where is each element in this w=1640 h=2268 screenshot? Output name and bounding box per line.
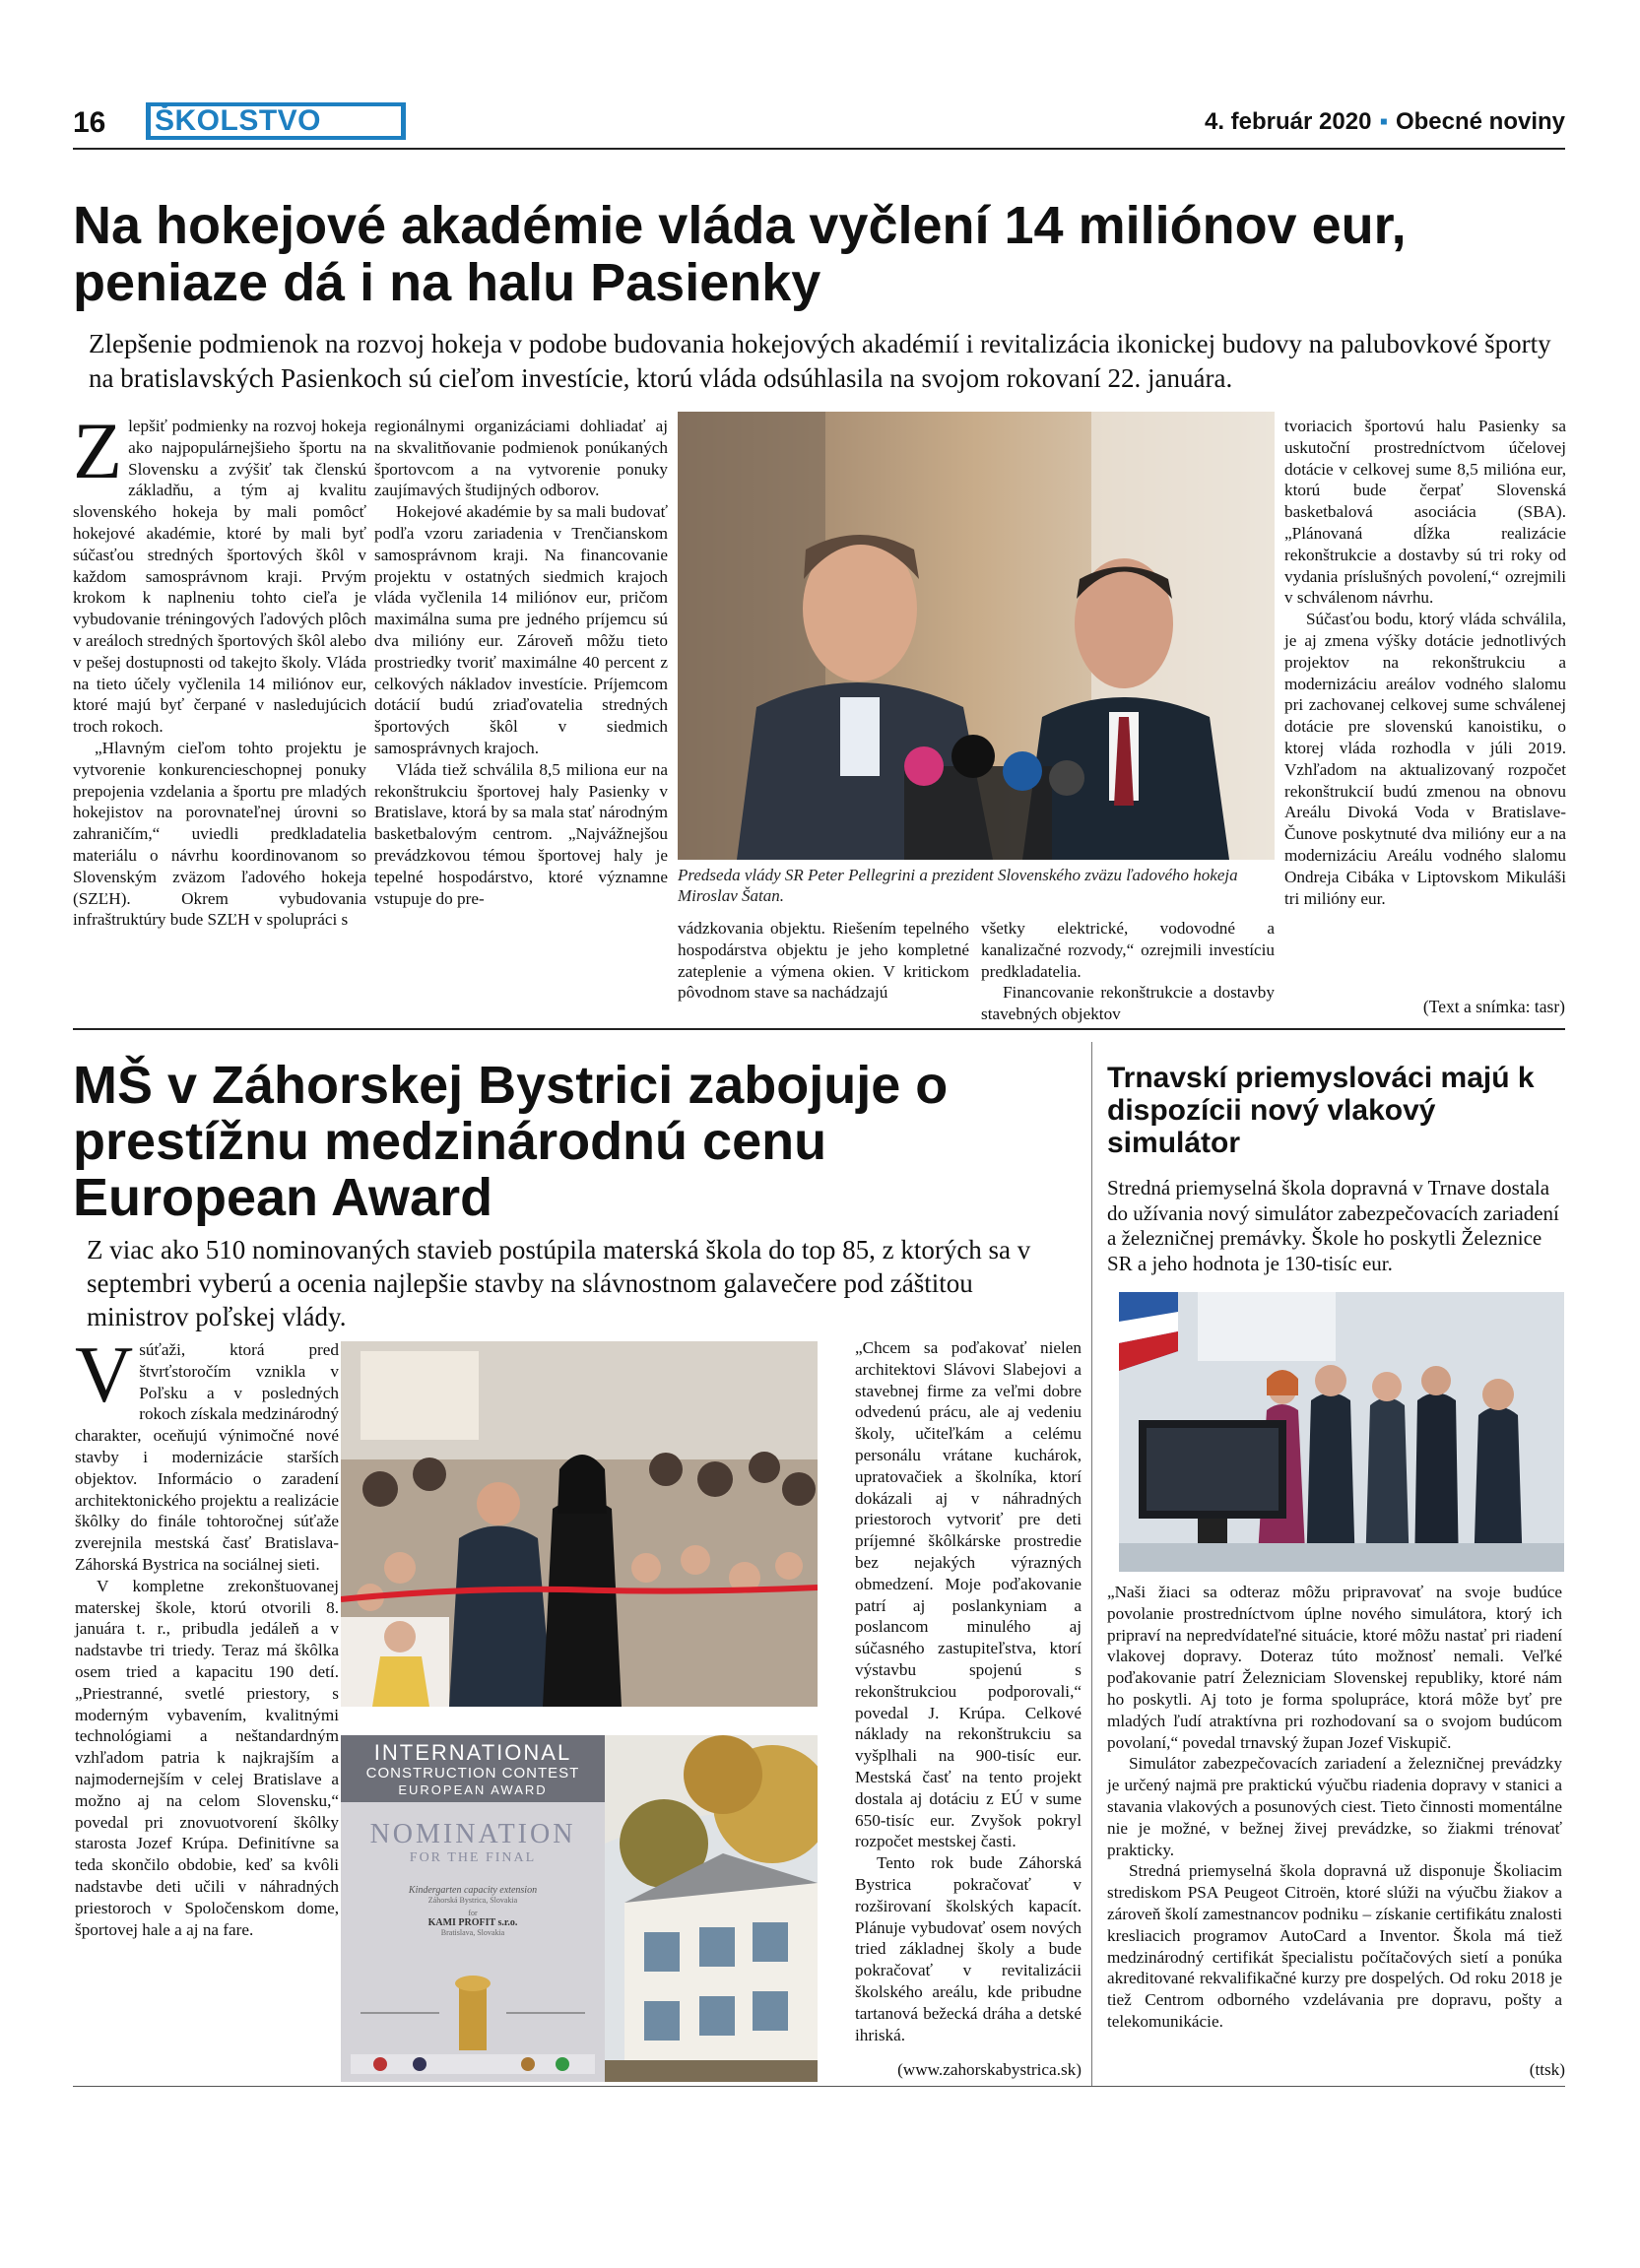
separator-dot: ▪ [1379, 108, 1388, 135]
article3-paragraph: „Naši žiaci sa odteraz môžu pripravovať na svoje budúce povolanie prostredníctvom úplne nového simulátora, ktorý ich pripraví na nepredvídateľné situácie, ktoré môžu nastať pri riadení vlakovej dopravy. Doteraz túto možnosť nemali. Veľké poďakovanie patrí Železniciam Slovenskej republiky, ktoré nám ho poskytli. Aj toto je forma spolupráce, ktorá môže byť pre mladých ľudí atraktívna pri rozhodovaní sa o svojom budúcom povolaní,“ povedal trnavský župan Jozef Viskupič. [1107, 1583, 1562, 1752]
article3-paragraph: Simulátor zabezpečovacích zariadení a železničnej prevádzky je určený najmä pre praktickú výučbu riadenia dopravy v stanici a stavania vlakových a posunových ciest. Tieto činnosti momentálne nie je možné, v bežnej živej prevádzke, so žiakmi trénovať prakticky. [1107, 1754, 1562, 1859]
poster-footer-graphic [341, 1974, 605, 2082]
article2-paragraph: „Chcem sa poďakovať nielen architektovi Slávovi Slabejovi a stavebnej firme za veľmi dobre odvedenú prácu, ale aj vedeniu školy, učiteľkám a celému personálu vrátane kuchárok, upratovačiek a školníka, ktorí dokázali aj v náhradných priestoroch vytvoriť pre deti príjemné škôlkárske prostredie bez nejakých výrazných obmedzení. Moje poďakovanie patrí aj poslankyniam a poslancom minulého aj súčasného zastupiteľstva, ktorí výstavbu spojenú s rekonštrukciou podporovali,“ povedal J. Krúpa. Celkové náklady na rekonštrukciu sa vyšplhali na 900-tisíc eur. Mestská časť na tento projekt dostala aj dotáciu z EÚ v sume 650-tisíc eur. Zvyšok pokryl rozpočet mestskej časti. [855, 1338, 1082, 1851]
article1-photo-caption: Predseda vlády SR Peter Pellegrini a prezident Slovenského zväzu ľadového hokeja Miroslav Šatan. [678, 866, 1238, 905]
section-badge [146, 102, 406, 140]
kindergarten-building-photo [605, 1735, 818, 2082]
page-header [73, 102, 1565, 146]
article1-column-2 [374, 416, 668, 909]
poster-line: CONSTRUCTION CONTEST [365, 1765, 580, 1782]
article2-credit: (www.zahorskabystrica.sk) [897, 2060, 1082, 2079]
article1-paragraph: tvoriacich športovú halu Pasienky sa uskutoční prostredníctvom účelovej dotácie v celkovej sume 8,5 milióna eur, ktorú bude čerpať Slovenská basketbalová asociácia (SBA). „Plánovaná dĺžka realizácie rekonštrukcie a dostavby sú tri roky od vydania príslušných povolení,“ ozrejmili v schválenom návrhu. [1284, 417, 1566, 608]
header-divider [73, 148, 1565, 150]
article1-column-3 [678, 918, 969, 1004]
article1-credit: (Text a snímka: tasr) [1422, 997, 1565, 1016]
article2-column-3 [855, 1337, 1082, 2045]
article1-column-1 [73, 406, 366, 931]
award-nomination-poster [341, 1735, 605, 2082]
article1-paragraph: Hokejové akadémie by sa mali budovať podľa vzoru zariadenia v Trenčianskom samosprávnom kraji. Na financovanie projektu v ostatných siedmich krajoch vláda vyčlenila 14 miliónov eur, pričom maximálna suma pre jedného príjemcu sú dva milióny eur. Zároveň môžu tieto prostriedky tvoriť maximálne 40 percent z celkových nákladov investície. Príjemcom dotácií budú zriaďovatelia stredných športových škôl v siedmich samosprávnych krajoch. [374, 502, 668, 757]
article3-simulator-photo [1119, 1292, 1564, 1572]
article1-paragraph: Financovanie rekonštrukcie a dostavby stavebných objektov [981, 983, 1275, 1024]
article1-paragraph: lepšiť podmienky na rozvoj hokeja ako najpopulárnejšieho športu na Slovensku a zvýšiť tak členskú základňu, a tým aj kvalitu slovenského hokeja by mali pomôcť hokejové akadémie, ktoré by mali byť súčasťou stredných športových škôl v každom samosprávnom kraji. Prvým krokom k naplneniu tohto cieľa je vybudovanie tréningových ľadových plôch v areáloch stredných športových škôl alebo v pešej dostupnosti od takejto školy. Vláda na tieto účely vyčlenila 14 miliónov eur, ktoré majú byť čerpané v nasledujúcich troch rokoch. [73, 417, 366, 737]
article1-photo [678, 412, 1275, 860]
article1-headline: Na hokejové akadémie vláda vyčlení 14 miliónov eur, peniaze dá i na halu Pasienky [73, 196, 1407, 312]
article3-paragraph: Stredná priemyselná škola dopravná už disponuje Školiacim strediskom PSA Peugeot Citroën, ktoré slúži na výučbu žiakov a zároveň školí zamestnancov podniku – získanie certifikátu znalosti kresliacich programov AutoCard a Inventor. Škola má tiež medzinárodný certifikát špecialistu počítačových sietí a ponúka akreditované rekvalifikačné kurzy pre dospelých. Od roku 2018 je tiež Centrom odborného vzdelávania pre dopravu, pošty a telekomunikácie. [1107, 1861, 1562, 2031]
dropcap: V [75, 1329, 134, 1419]
footer-divider [73, 2086, 1565, 2087]
article1-paragraph: vádzkovania objektu. Riešením tepelného hospodárstva objektu je jeho kompletné zateplenie a výmena okien. V kritickom pôvodnom stave sa nachádzajú [678, 919, 969, 1003]
article3-headline: Trnavskí priemyslováci majú k dispozícii nový vlakový simulátor [1107, 1062, 1535, 1159]
poster-line: Záhorská Bystrica, Slovakia [427, 1896, 518, 1905]
dropcap: Z [73, 406, 123, 495]
article2-headline: MŠ v Záhorskej Bystrici zabojuje o prestížnu medzinárodnú cenu European Award [73, 1056, 949, 1227]
section-divider [73, 1028, 1565, 1030]
article3-body [1107, 1582, 1562, 2033]
article1-lead: Zlepšenie podmienok na rozvoj hokeja v podobe budovania hokejových akadémií i revitalizácia ikonickej budovy na palubovkové športy na bratislavských Pasienkoch sú cieľom investície, ktorú vláda odsúhlasila na svojom rokovaní 22. januára. [89, 329, 1551, 393]
article2-lead: Z viac ako 510 nominovaných stavieb postúpila materská škola do top 85, z ktorých sa v septembri vyberú a ocenia najlepšie stavby na slávnostnom galavečere pod záštitou ministrov poľskej vlády. [87, 1235, 1031, 1331]
article3-lead: Stredná priemyselná škola dopravná v Trnave dostala do užívania nový simulátor zabezpečovacích zariadení a železničnej premávky. Škole ho poskytli Železnice SR a jeho hodnota je 130-tisíc eur. [1107, 1176, 1559, 1275]
publication-name: Obecné noviny [1395, 108, 1565, 135]
article2-paragraph: súťaži, ktorá pred štvrťstoročím vznikla v Poľsku a v posledných rokoch získala medzinárodný charakter, oceňujú výnimočné nové stavby i modernizácie starších objektov. Informácio o zaradení architektonického projektu a realizácie škôlky do finále tohtoročnej súťaže zverejnila mestská časť Bratislava-Záhorská Bystrica na sociálnej sieti. [75, 1340, 339, 1574]
poster-line: FOR THE FINAL [409, 1850, 537, 1865]
masthead [1205, 108, 1565, 136]
column-divider [1091, 1042, 1092, 2086]
article3-credit: (ttsk) [1529, 2060, 1565, 2079]
page-number: 16 [73, 106, 106, 139]
article2-paragraph: Tento rok bude Záhorská Bystrica pokračovať v rozširovaní školských kapacít. Plánuje vybudovať osem nových tried základnej školy a bude pokračovať v revitalizácii školského areálu, kde pribudne tartanová bežecká dráha a detské ihriská. [855, 1853, 1082, 2044]
article1-paragraph: regionálnymi organizáciami dohliadať aj na skvalitňovanie podmienok ponúkaných športovcom a na vytvorenie ponuky zaujímavých študijných odborov. [374, 417, 668, 500]
poster-line: EUROPEAN AWARD [398, 1782, 548, 1797]
poster-line: NOMINATION [369, 1819, 576, 1849]
poster-line: Kindergarten capacity extension [408, 1885, 538, 1896]
article2-paragraph: V kompletne zrekonštuovanej materskej škole, ktorú otvorili 8. januára t. r., pribudla jedáleň a v nadstavbe tri triedy. Teraz má škôlka osem tried a kapacitu 190 detí. „Priestranné, svetlé priestory, s moderným vybavením, kvalitnými technológiami a neštandardným vzhľadom patria k najkrajším a najmodernejším v celej Bratislave a možno aj na celom Slovensku,“ povedal pri znovuotvorení škôlky starosta Jozef Krúpa. Definitívne sa teda skončilo obdobie, keď sa kvôli nadstavbe deti učili v náhradných priestoroch v Spoločenskom dome, športovej hale a aj na fare. [75, 1576, 339, 1939]
article1-paragraph: Súčasťou bodu, ktorý vláda schválila, je aj zmena výšky dotácie jednotlivých projektov na rekonštrukciu a modernizáciu areálov vodného slalomu pri zachovanej celkovej sume schválenej dotácie pre slovenskú kanoistiku, o ktorej vláda rozhodla v júli 2019. Vzhľadom na aktualizovaný rozpočet rekonštrukcií budú zmenou na obnovu Areálu Divoká Voda v Bratislave-Čunove poskytnuté dva milióny eur a na modernizáciu Areálu vodného slalomu Ondreja Cibáka v Liptovskom Mikuláši tri milióny eur. [1284, 610, 1566, 908]
article2-column-1 [75, 1329, 339, 1940]
article1-column-4 [981, 918, 1275, 1025]
poster-line: INTERNATIONAL [373, 1740, 572, 1765]
poster-line: KAMI PROFIT s.r.o. [427, 1917, 518, 1928]
article1-paragraph: všetky elektrické, vodovodné a kanalizačné rozvody,“ ozrejmili investíciu predkladatelia. [981, 919, 1275, 981]
section-label: ŠKOLSTVO [151, 106, 401, 136]
article2-ribbon-photo [341, 1341, 818, 1707]
issue-date: 4. február 2020 [1205, 108, 1372, 135]
poster-line: for [468, 1909, 478, 1917]
article1-paragraph: „Hlavným cieľom tohto projektu je vytvorenie konkurencieschopnej ponuky prepojenia vzdelania a športu pre mladých hokejistov na porovnateľnej úrovni so zahraničím,“ uviedli predkladatelia materiálu o návrhu koordinovanom so Slovenským zväzom ľadového hokeja (SZĽH). Okrem vybudovania infraštruktúry bude SZĽH v spolupráci s [73, 738, 366, 930]
article1-column-5 [1284, 416, 1566, 909]
article1-paragraph: Vláda tiež schválila 8,5 miliona eur na rekonštrukciu športovej haly Pasienky v Bratislave, ktorá by sa mala stať národným basketbalovým centrom. „Najvážnejšou prevádzkovou témou športovej haly je tepelné hospodárstvo, ktoré významne vstupuje do pre- [374, 759, 668, 908]
poster-line: Bratislava, Slovakia [440, 1928, 505, 1937]
